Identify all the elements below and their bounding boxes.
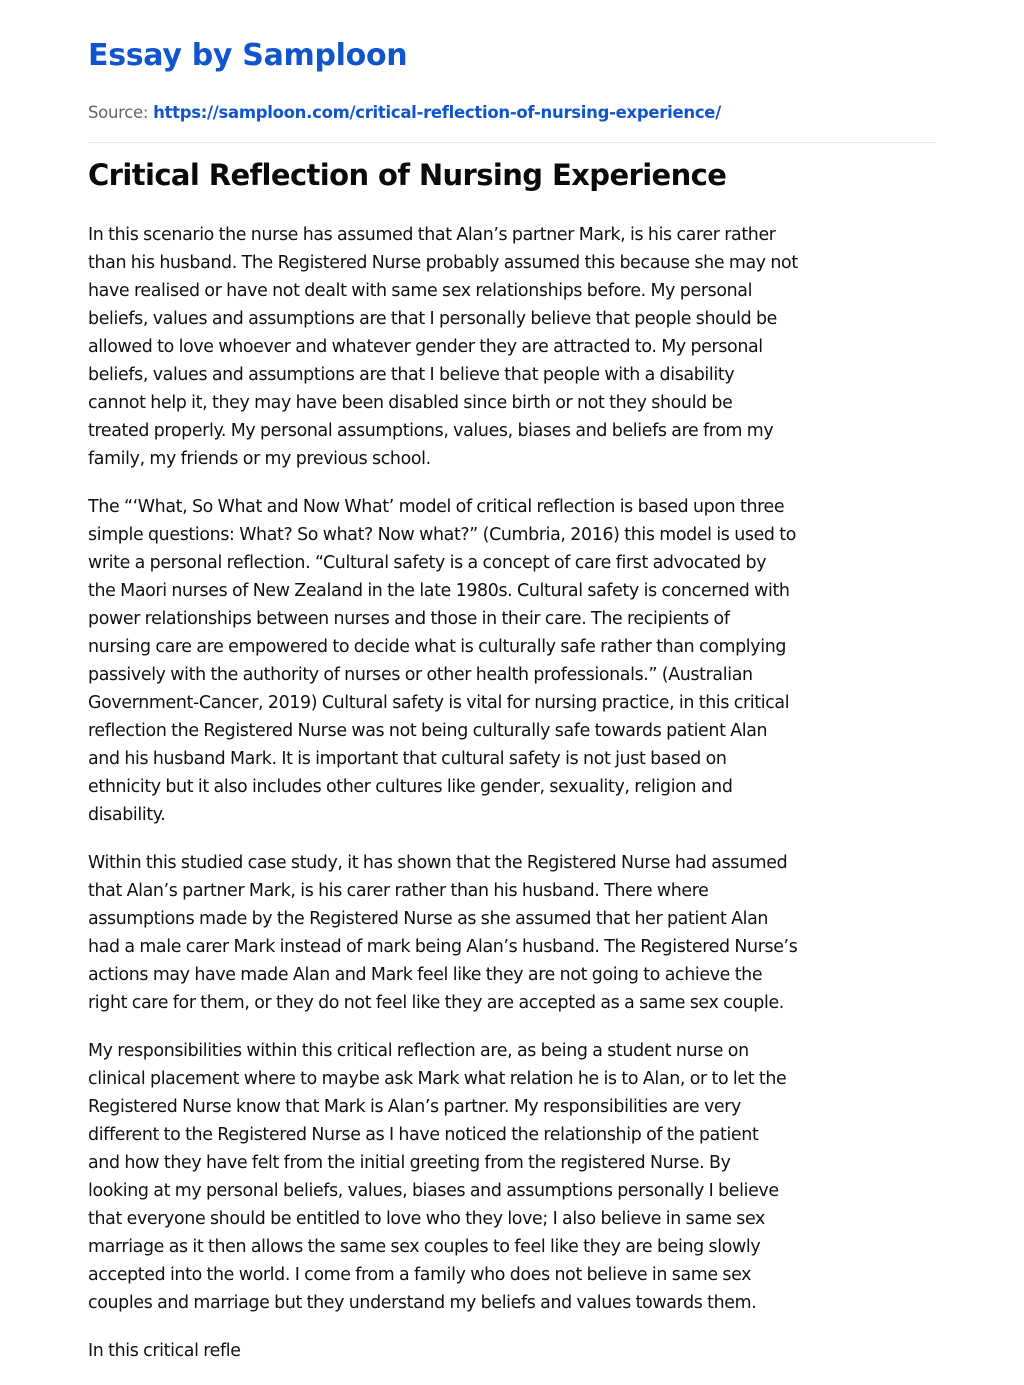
- brand-title: Essay by Samploon: [88, 38, 408, 73]
- text-line: had a male carer Mark instead of mark being Alan’s husband. The Registered Nurse’s: [88, 937, 798, 957]
- text-line: and his husband Mark. It is important that cultural safety is not just based on: [88, 749, 727, 769]
- text-line: Within this studied case study, it has shown that the Registered Nurse had assumed: [88, 853, 788, 873]
- text-line: In this scenario the nurse has assumed that Alan’s partner Mark, is his carer rather: [88, 225, 776, 245]
- text-line: cannot help it, they may have been disabled since birth or not they should be: [88, 393, 733, 413]
- text-line: reflection the Registered Nurse was not being culturally safe towards patient Alan: [88, 721, 768, 741]
- text-line: family, my friends or my previous school.: [88, 449, 431, 469]
- essay-title: Critical Reflection of Nursing Experience: [88, 158, 727, 192]
- text-line: beliefs, values and assumptions are that I personally believe that people should be: [88, 309, 778, 329]
- source-label: Source:: [88, 103, 149, 122]
- text-line: write a personal reflection. “Cultural safety is a concept of care first advocated by: [88, 553, 767, 573]
- text-line: than his husband. The Registered Nurse probably assumed this because she may not: [88, 253, 798, 273]
- text-line: treated properly. My personal assumptions, values, biases and beliefs are from my: [88, 421, 774, 441]
- text-line: and how they have felt from the initial greeting from the registered Nurse. By: [88, 1153, 731, 1173]
- text-line: My responsibilities within this critical reflection are, as being a student nurse on: [88, 1041, 749, 1061]
- text-line: clinical placement where to maybe ask Mark what relation he is to Alan, or to let the: [88, 1069, 787, 1089]
- essay-paragraph-2: [88, 493, 938, 829]
- text-line: looking at my personal beliefs, values, biases and assumptions personally I believe: [88, 1181, 779, 1201]
- essay-paragraph-4: [88, 1037, 938, 1317]
- header-divider: [88, 142, 936, 143]
- text-line: nursing care are empowered to decide what is culturally safe rather than complying: [88, 637, 787, 657]
- text-line: Registered Nurse know that Mark is Alan’s partner. My responsibilities are very: [88, 1097, 741, 1117]
- text-line: passively with the authority of nurses or other health professionals.” (Australian: [88, 665, 753, 685]
- text-line: ethnicity but it also includes other cultures like gender, sexuality, religion and: [88, 777, 733, 797]
- text-line: marriage as it then allows the same sex couples to feel like they are being slowly: [88, 1237, 761, 1257]
- text-line: power relationships between nurses and those in their care. The recipients of: [88, 609, 730, 629]
- text-line: In this critical refle: [88, 1341, 241, 1361]
- text-line: simple questions: What? So what? Now what?” (Cumbria, 2016) this model is used to: [88, 525, 797, 545]
- essay-paragraph-5-truncated: [88, 1337, 938, 1365]
- essay-body: [88, 221, 938, 1385]
- text-line: assumptions made by the Registered Nurse as she assumed that her patient Alan: [88, 909, 769, 929]
- text-line: beliefs, values and assumptions are that I believe that people with a disability: [88, 365, 735, 385]
- text-line: accepted into the world. I come from a family who does not believe in same sex: [88, 1265, 752, 1285]
- text-line: allowed to love whoever and whatever gender they are attracted to. My personal: [88, 337, 763, 357]
- text-line: right care for them, or they do not feel like they are accepted as a same sex couple.: [88, 993, 784, 1013]
- text-line: Government-Cancer, 2019) Cultural safety is vital for nursing practice, in this critical: [88, 693, 790, 713]
- source-link[interactable]: https://samploon.com/critical-reflection-of-nursing-experience/: [153, 103, 721, 122]
- text-line: The “‘What, So What and Now What’ model of critical reflection is based upon three: [88, 497, 785, 517]
- text-line: have realised or have not dealt with same sex relationships before. My personal: [88, 281, 753, 301]
- essay-paragraph-1: [88, 221, 938, 473]
- text-line: the Maori nurses of New Zealand in the late 1980s. Cultural safety is concerned with: [88, 581, 790, 601]
- source-line: [88, 101, 721, 125]
- text-line: different to the Registered Nurse as I have noticed the relationship of the patient: [88, 1125, 759, 1145]
- text-line: couples and marriage but they understand my beliefs and values towards them.: [88, 1293, 757, 1313]
- essay-paragraph-3: [88, 849, 938, 1017]
- text-line: actions may have made Alan and Mark feel like they are not going to achieve the: [88, 965, 763, 985]
- text-line: that everyone should be entitled to love who they love; I also believe in same sex: [88, 1209, 765, 1229]
- text-line: disability.: [88, 805, 166, 825]
- text-line: that Alan’s partner Mark, is his carer rather than his husband. There where: [88, 881, 709, 901]
